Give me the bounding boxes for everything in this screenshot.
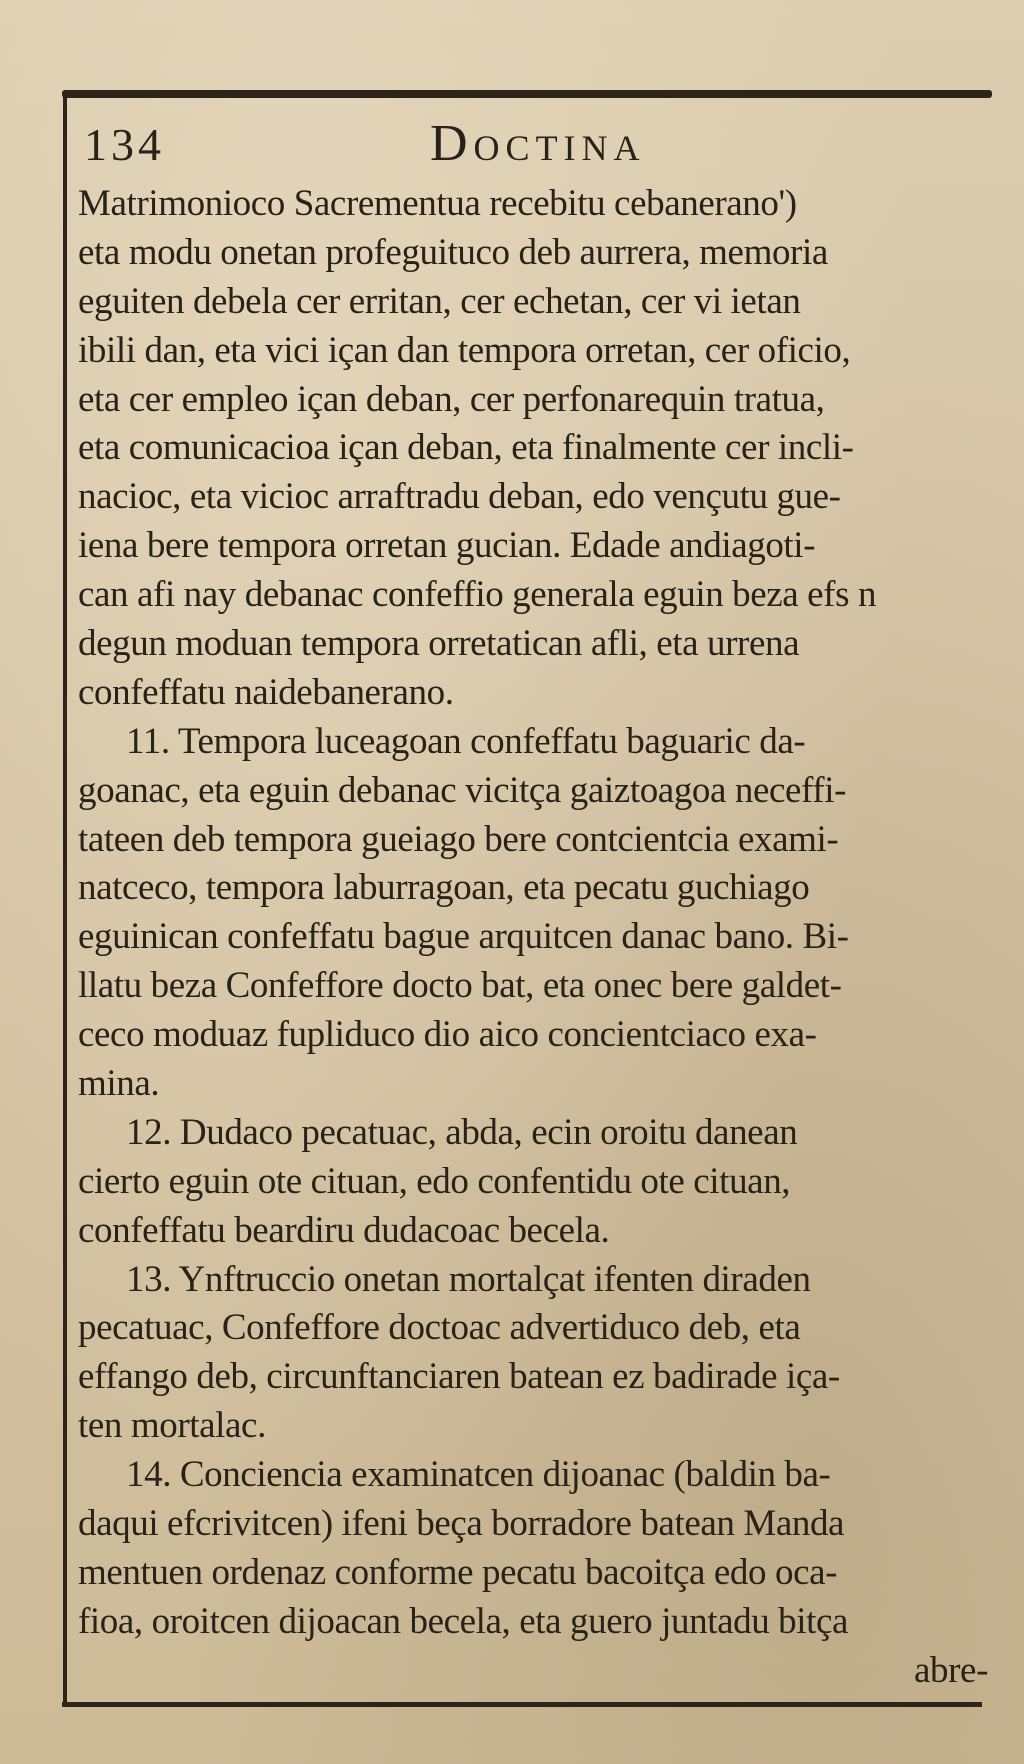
text-line: llatu beza Confeffore docto bat, eta onec bere galdet- xyxy=(78,965,842,1007)
text-line: effango deb, circunftanciaren batean ez badirade iça- xyxy=(78,1356,840,1398)
body-text xyxy=(78,180,1008,1696)
catchword: abre- xyxy=(914,1649,988,1691)
text-line: cierto eguin ote cituan, edo confentidu ote cituan, xyxy=(78,1160,791,1202)
text-line: degun moduan tempora orretatican afli, eta urrena xyxy=(78,623,800,665)
text-line: tateen deb tempora gueiago bere contcientcia exami- xyxy=(78,818,839,860)
paragraph-13-start: 13. Ynftruccio onetan mortalçat ifenten diraden xyxy=(126,1258,811,1300)
running-head: Doctina xyxy=(430,115,646,172)
page-number: 134 xyxy=(84,119,165,170)
text-line: eguinican confeffatu bague arquitcen danac bano. Bi- xyxy=(78,916,849,958)
text-line: eta comunicacioa içan deban, eta finalmente cer incli- xyxy=(78,427,854,469)
left-rule xyxy=(63,92,67,1702)
text-line: ibili dan, eta vici içan dan tempora orretan, cer oficio, xyxy=(78,329,851,371)
text-line: ten mortalac. xyxy=(78,1405,266,1447)
text-line: confeffatu beardiru dudacoac becela. xyxy=(78,1209,610,1251)
text-line: fioa, oroitcen dijoacan becela, eta guero juntadu bitça xyxy=(78,1600,849,1642)
text-line: eta modu onetan profeguituco deb aurrera, memoria xyxy=(78,231,828,273)
text-line: goanac, eta eguin debanac vicitça gaiztoagoa neceffi- xyxy=(78,769,847,811)
text-line: daqui efcrivitcen) ifeni beça borradore batean Manda xyxy=(78,1503,845,1545)
text-line: mina. xyxy=(78,1063,160,1105)
text-line: iena bere tempora orretan gucian. Edade andiagoti- xyxy=(78,525,816,567)
text-line: nacioc, eta vicioc arraftradu deban, edo vençutu gue- xyxy=(78,476,841,518)
paragraph-12-start: 12. Dudaco pecatuac, abda, ecin oroitu danean xyxy=(126,1111,798,1153)
text-line: eguiten debela cer erritan, cer echetan, cer vi ietan xyxy=(78,280,801,322)
text-line: natceco, tempora laburragoan, eta pecatu guchiago xyxy=(78,867,810,909)
text-line: pecatuac, Confeffore doctoac advertiduco deb, eta xyxy=(78,1307,801,1349)
page-header xyxy=(0,110,1024,174)
text-line: eta cer empleo içan deban, cer perfonarequin tratua, xyxy=(78,378,825,420)
top-rule xyxy=(62,90,992,98)
text-line: mentuen ordenaz conforme pecatu bacoitça edo oca- xyxy=(78,1551,838,1593)
text-line: ceco moduaz fupliduco dio aico concientciaco exa- xyxy=(78,1014,817,1056)
text-line: confeffatu naidebanerano. xyxy=(78,671,454,713)
text-line: can afi nay debanac confeffio generala eguin beza efs n xyxy=(78,574,877,616)
bottom-rule xyxy=(62,1702,982,1707)
text-line: Matrimonioco Sacrementua recebitu cebanerano') xyxy=(78,183,797,224)
paragraph-11-start: 11. Tempora luceagoan confeffatu baguaric da- xyxy=(126,720,806,762)
paragraph-14-start: 14. Conciencia examinatcen dijoanac (baldin ba- xyxy=(126,1454,831,1496)
